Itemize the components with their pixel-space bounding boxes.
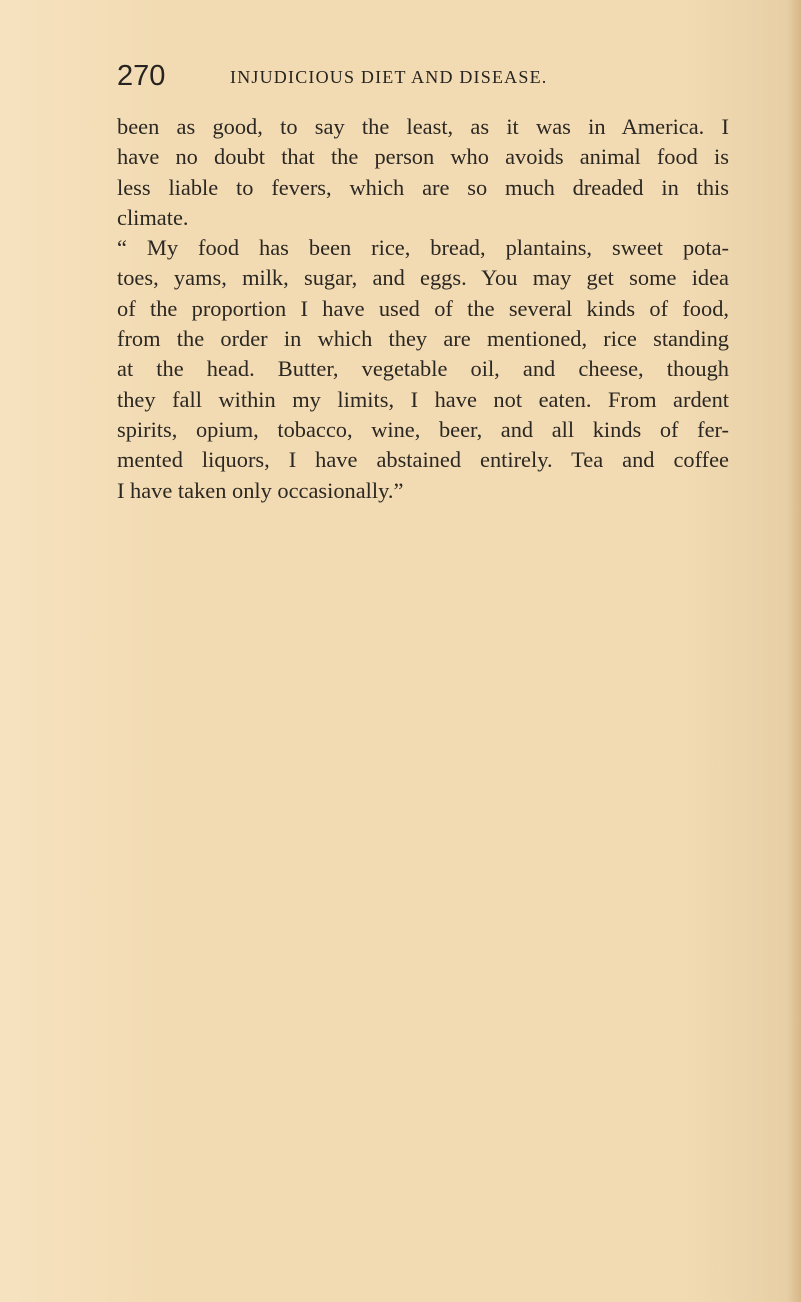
text-line: I have taken only occasionally.” bbox=[117, 477, 404, 503]
text-line: mented liquors, I have abstained entirely. Tea and coffee bbox=[117, 447, 729, 473]
text-line: climate. bbox=[117, 204, 189, 230]
text-line: at the head. Butter, vegetable oil, and cheese, though bbox=[117, 356, 729, 382]
page-number: 270 bbox=[117, 60, 166, 92]
text-line: from the order in which they are mentioned, rice standing bbox=[117, 326, 729, 352]
text-line: spirits, opium, tobacco, wine, beer, and all kinds of fer- bbox=[117, 416, 729, 442]
text-line: “ My food has been rice, bread, plantains, sweet pota- bbox=[117, 235, 729, 261]
running-head bbox=[117, 60, 727, 92]
running-title: INJUDICIOUS DIET AND DISEASE. bbox=[230, 67, 548, 87]
text-line: less liable to fevers, which are so much dreaded in this bbox=[117, 174, 729, 200]
text-line: toes, yams, milk, sugar, and eggs. You may get some idea bbox=[117, 265, 729, 291]
text-line: have no doubt that the person who avoids animal food is bbox=[117, 144, 729, 170]
text-line: they fall within my limits, I have not eaten. From ardent bbox=[117, 386, 729, 412]
text-line: of the proportion I have used of the several kinds of food, bbox=[117, 295, 729, 321]
page-edge-shadow bbox=[787, 0, 801, 1302]
text-line: been as good, to say the least, as it was in America. I bbox=[117, 114, 729, 139]
body-text bbox=[117, 112, 729, 506]
